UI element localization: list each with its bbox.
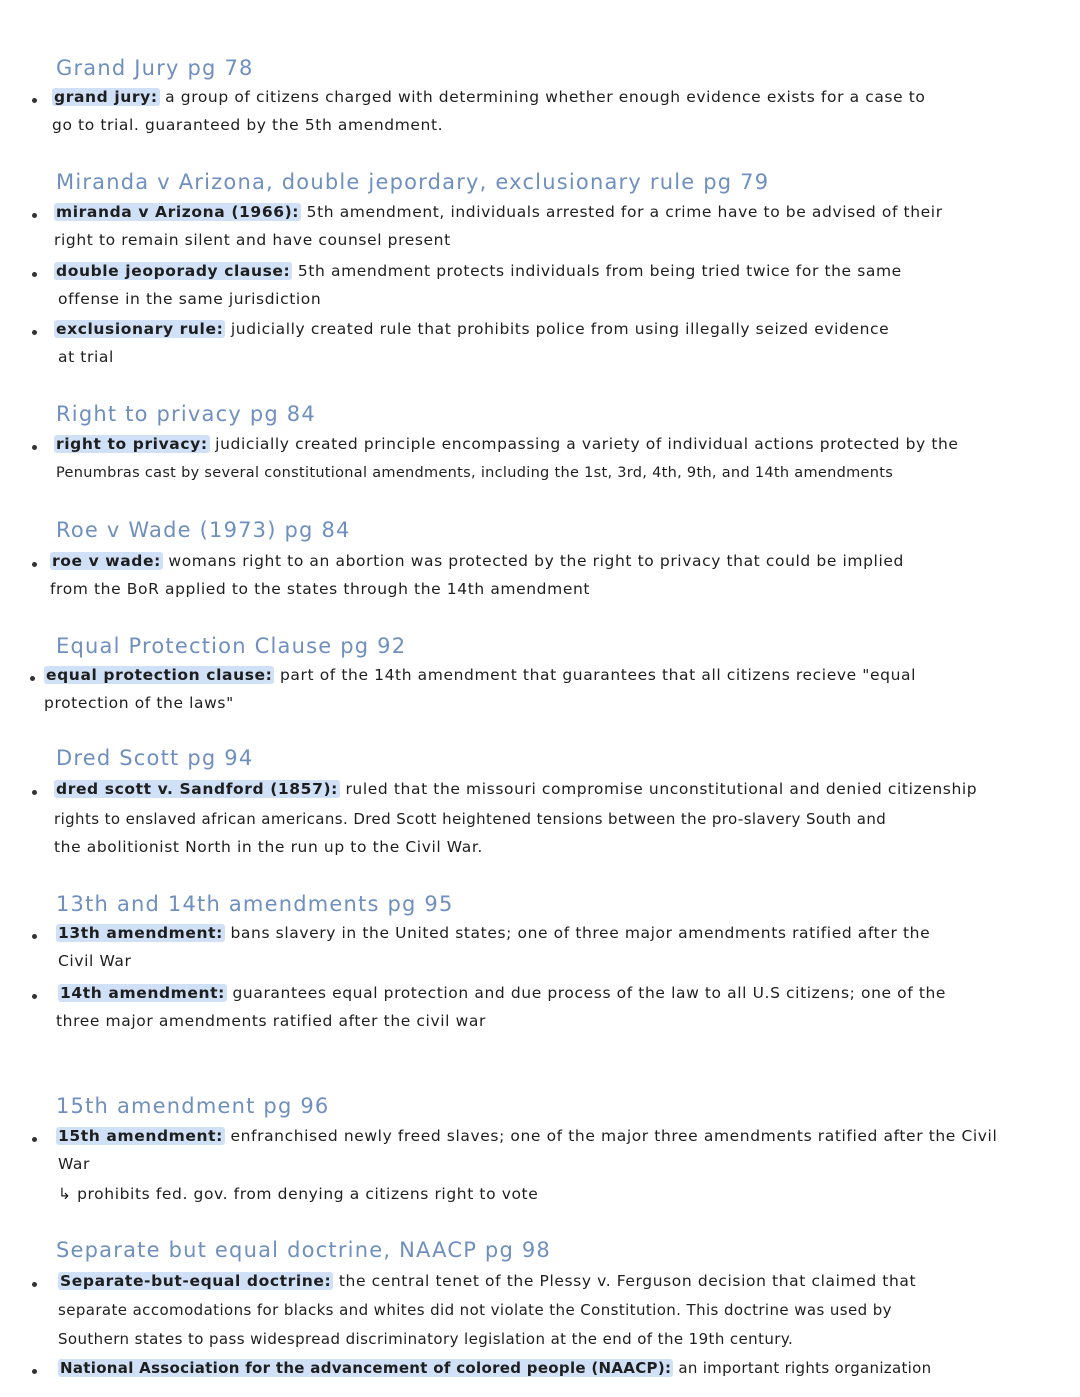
term-label: roe v wade: [52,552,161,570]
section-heading: Separate but equal doctrine, NAACP pg 98 [56,1238,551,1262]
definition-text: guarantees equal protection and due process of the law to all U.S citizens; one of the [226,984,947,1002]
bullet-dot [32,934,37,939]
definition-text: judicially created rule that prohibits police from using illegally seized evidence [225,320,890,338]
definition-text: a group of citizens charged with determining whether enough evidence exists for a case to [159,88,926,106]
bullet-line-2: from the BoR applied to the states through the 14th amendment [50,580,591,598]
definition-text: the central tenet of the Plessy v. Ferguson decision that claimed that [333,1272,917,1290]
term-label: 14th amendment: [60,984,225,1002]
term-label: 15th amendment: [58,1127,223,1145]
bullet-line-1 [50,552,904,570]
bullet-line-1 [58,1359,931,1377]
bullet-dot [32,562,37,567]
section-heading: Right to privacy pg 84 [56,402,316,426]
term-label: Separate-but-equal doctrine: [60,1272,332,1290]
bullet-line-3: the abolitionist North in the run up to the Civil War. [54,838,483,856]
bullet-dot [32,445,37,450]
term-label: National Association for the advancement of colored people (NAACP): [60,1359,672,1377]
bullet-dot [32,98,37,103]
bullet-line-1 [56,924,930,942]
bullet-dot [32,1282,37,1287]
term-label: miranda v Arizona (1966): [56,203,300,221]
bullet-line-1 [58,984,946,1002]
section-heading: 15th amendment pg 96 [56,1094,330,1118]
bullet-line-1 [44,666,916,684]
bullet-line-1 [52,88,926,106]
bullet-line-2: Penumbras cast by several constitutional amendments, including the 1st, 3rd, 4th, 9th, and 14th amendments [56,465,894,481]
term-label: right to privacy: [56,435,208,453]
bullet-line-1 [54,262,902,280]
bullet-dot [32,1369,37,1374]
section-heading: Dred Scott pg 94 [56,746,254,770]
bullet-line-1 [54,320,889,338]
bullet-line-2: War [58,1155,91,1173]
section-heading: 13th and 14th amendments pg 95 [56,892,454,916]
section-heading: Grand Jury pg 78 [56,56,254,80]
bullet-dot [32,330,37,335]
bullet-line-2: at trial [58,348,114,366]
term-label: 13th amendment: [58,924,223,942]
bullet-line-2: three major amendments ratified after the civil war [56,1012,486,1030]
term-label: grand jury: [54,88,158,106]
bullet-line-2: right to remain silent and have counsel present [54,231,451,249]
definition-text: enfranchised newly freed slaves; one of the major three amendments ratified after the Civil [224,1127,998,1145]
definition-text: womans right to an abortion was protected by the right to privacy that could be implied [162,552,904,570]
bullet-line-2: rights to enslaved african americans. Dred Scott heightened tensions between the pro-slavery South and [54,810,887,828]
term-label: equal protection clause: [46,666,273,684]
bullet-line-1 [54,435,959,453]
term-label: exclusionary rule: [56,320,224,338]
section-heading: Roe v Wade (1973) pg 84 [56,518,351,542]
bullet-dot [32,1137,37,1142]
definition-text: 5th amendment protects individuals from being tried twice for the same [292,262,902,280]
bullet-line-1 [56,1127,997,1145]
bullet-line-2: offense in the same jurisdiction [58,290,322,308]
bullet-dot [32,213,37,218]
bullet-dot [30,676,35,681]
bullet-line-3: ↳ prohibits fed. gov. from denying a citizens right to vote [58,1185,539,1203]
bullet-line-3: Southern states to pass widespread discriminatory legislation at the end of the 19th century. [58,1330,794,1348]
definition-text: part of the 14th amendment that guarantees that all citizens recieve "equal [274,666,917,684]
bullet-line-1 [58,1272,916,1290]
bullet-line-2: go to trial. guaranteed by the 5th amendment. [52,116,444,134]
term-label: double jeoporady clause: [56,262,291,280]
bullet-line-1 [54,203,943,221]
bullet-dot [32,272,37,277]
bullet-line-2: separate accomodations for blacks and whites did not violate the Constitution. This doctrine was used by [58,1301,892,1319]
bullet-line-2: protection of the laws" [44,694,234,712]
definition-text: an important rights organization [673,1359,932,1377]
bullet-line-2: Civil War [58,952,132,970]
definition-text: judicially created principle encompassing a variety of individual actions protected by the [209,435,959,453]
term-label: dred scott v. Sandford (1857): [56,780,338,798]
bullet-line-1 [54,780,977,798]
section-heading: Miranda v Arizona, double jepordary, exclusionary rule pg 79 [56,170,770,194]
definition-text: 5th amendment, individuals arrested for a crime have to be advised of their [301,203,943,221]
definition-text: ruled that the missouri compromise unconstitutional and denied citizenship [339,780,978,798]
bullet-dot [32,994,37,999]
bullet-dot [32,790,37,795]
definition-text: bans slavery in the United states; one of three major amendments ratified after the [224,924,931,942]
section-heading: Equal Protection Clause pg 92 [56,634,407,658]
